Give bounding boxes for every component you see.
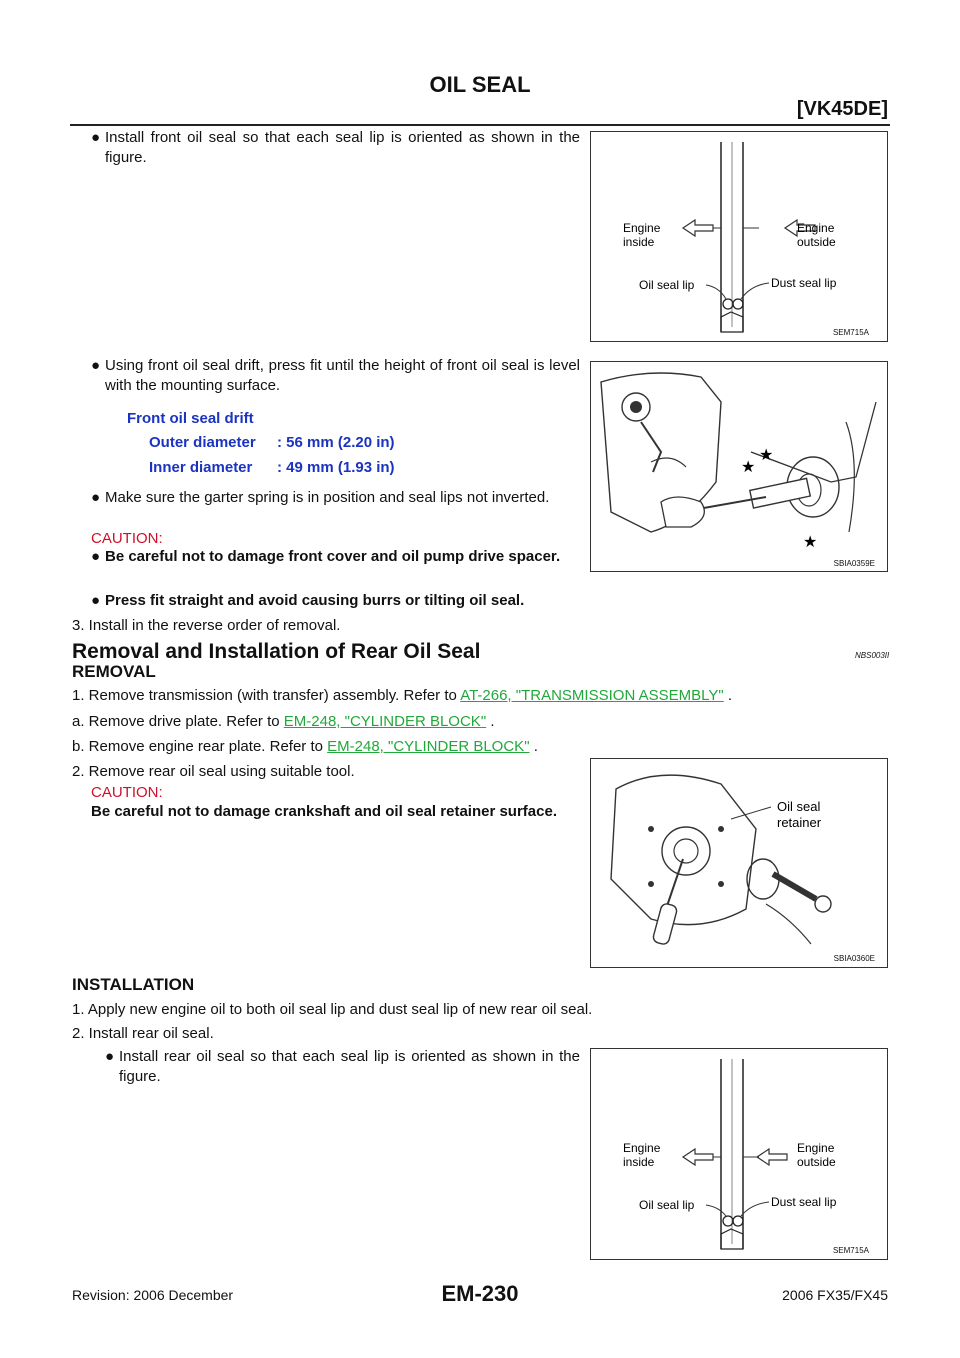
bullet-garter-spring: ● Make sure the garter spring is in position and seal lips not inverted.: [91, 489, 550, 506]
page-number: EM-230: [441, 1281, 519, 1306]
figure-code: SBIA0360E: [833, 954, 875, 963]
removal-heading: REMOVAL: [72, 662, 156, 681]
label-engine-inside-2: inside: [623, 235, 655, 249]
step-3: 3. Install in the reverse order of removal.: [72, 617, 341, 634]
label-engine-outside-2: outside: [797, 235, 836, 249]
install-step-1: 1. Apply new engine oil to both oil seal lip and dust seal lip of new rear oil seal.: [72, 1001, 593, 1018]
star-mark-icon: ★: [741, 459, 756, 476]
caution-label-2: CAUTION:: [91, 784, 163, 801]
arrow-left-icon: [683, 220, 713, 236]
link-em-248-a[interactable]: EM-248, "CYLINDER BLOCK": [283, 713, 487, 730]
section-code: NBS003II: [855, 651, 890, 660]
bullet-dot: ●: [91, 548, 101, 565]
bullet-install-rear: ● Install rear oil seal so that each seal lip is oriented as shown in the figure.: [105, 1048, 580, 1085]
figure-code: SBIA0359E: [833, 559, 875, 568]
label-dust-seal-lip: Dust seal lip: [771, 276, 837, 290]
figure-seal-orientation-front: [590, 131, 888, 342]
removal-step-a: a. Remove drive plate. Refer to EM-248, "CYLINDER BLOCK" .: [72, 713, 495, 730]
label-oil-seal-1: Oil seal: [777, 799, 821, 814]
retainer-diagram: [591, 759, 887, 967]
spec-title: Front oil seal drift: [127, 410, 254, 427]
bullet-dot: ●: [105, 1048, 115, 1065]
label-engine-outside-1: Engine: [797, 221, 835, 235]
caution-item-1: ● Be careful not to damage front cover and oil pump drive spacer.: [91, 548, 561, 565]
spec-inner-value: : 49 mm (1.93 in): [277, 459, 395, 476]
installation-heading: INSTALLATION: [72, 975, 195, 994]
section-heading: Removal and Installation of Rear Oil Seal: [72, 640, 481, 663]
star-mark-icon: ★: [759, 447, 774, 464]
seal-orientation-diagram: [591, 132, 887, 341]
caution-rear: Be careful not to damage crankshaft and oil seal retainer surface.: [91, 803, 557, 820]
label-engine-outside-2: outside: [797, 1155, 836, 1169]
bullet-dot: ●: [91, 489, 101, 506]
arrow-left-icon: [683, 1149, 713, 1165]
header-rule: [70, 124, 890, 126]
label-retainer: retainer: [777, 815, 822, 830]
label-engine-inside-1: Engine: [623, 1141, 661, 1155]
spec-inner-label: Inner diameter: [149, 459, 253, 476]
figure-code: SEM715A: [832, 1246, 869, 1255]
footer-revision: Revision: 2006 December: [72, 1287, 234, 1303]
arrow-right-icon: [757, 1149, 787, 1165]
figure-rear-retainer: [590, 758, 888, 968]
bullet-dot: ●: [91, 592, 101, 609]
seal-orientation-diagram-rear: [591, 1049, 887, 1259]
drift-diagram: [591, 362, 887, 571]
figure-seal-orientation-rear: [590, 1048, 888, 1260]
bullet-dot: ●: [91, 129, 101, 146]
engine-model: [VK45DE]: [796, 98, 888, 120]
install-step-2: 2. Install rear oil seal.: [72, 1025, 214, 1042]
removal-step-b: b. Remove engine rear plate. Refer to EM-248, "CYLINDER BLOCK" .: [72, 738, 538, 755]
caution-label: CAUTION:: [91, 530, 163, 547]
footer-model: 2006 FX35/FX45: [782, 1287, 888, 1303]
star-mark-icon: ★: [803, 534, 818, 551]
caution-item-2: ● Press fit straight and avoid causing burrs or tilting oil seal.: [91, 592, 525, 609]
figure-code: SEM715A: [832, 328, 869, 337]
label-oil-seal-lip: Oil seal lip: [639, 1198, 695, 1212]
label-engine-outside-1: Engine: [797, 1141, 835, 1155]
figure-front-drift: [590, 361, 888, 572]
page-title: OIL SEAL: [429, 72, 531, 97]
bullet-install-front: ● Install front oil seal so that each seal lip is oriented as shown in the figure.: [91, 129, 580, 166]
removal-step-2: 2. Remove rear oil seal using suitable tool.: [72, 763, 355, 780]
link-em-248-b[interactable]: EM-248, "CYLINDER BLOCK": [327, 738, 530, 755]
bullet-dot: ●: [91, 357, 101, 374]
spec-outer-value: : 56 mm (2.20 in): [277, 434, 395, 451]
link-at-266[interactable]: AT-266, "TRANSMISSION ASSEMBLY": [460, 687, 724, 704]
label-dust-seal-lip: Dust seal lip: [771, 1195, 837, 1209]
spec-outer-label: Outer diameter: [149, 434, 256, 451]
label-engine-inside-1: Engine: [623, 221, 661, 235]
bullet-press-fit: ● Using front oil seal drift, press fit until the height of front oil seal is level with the mounting surface.: [91, 357, 580, 394]
removal-step-1: 1. Remove transmission (with transfer) assembly. Refer to AT-266, "TRANSMISSION ASSEMBLY" .: [72, 687, 733, 704]
label-engine-inside-2: inside: [623, 1155, 655, 1169]
label-oil-seal-lip: Oil seal lip: [639, 278, 695, 292]
